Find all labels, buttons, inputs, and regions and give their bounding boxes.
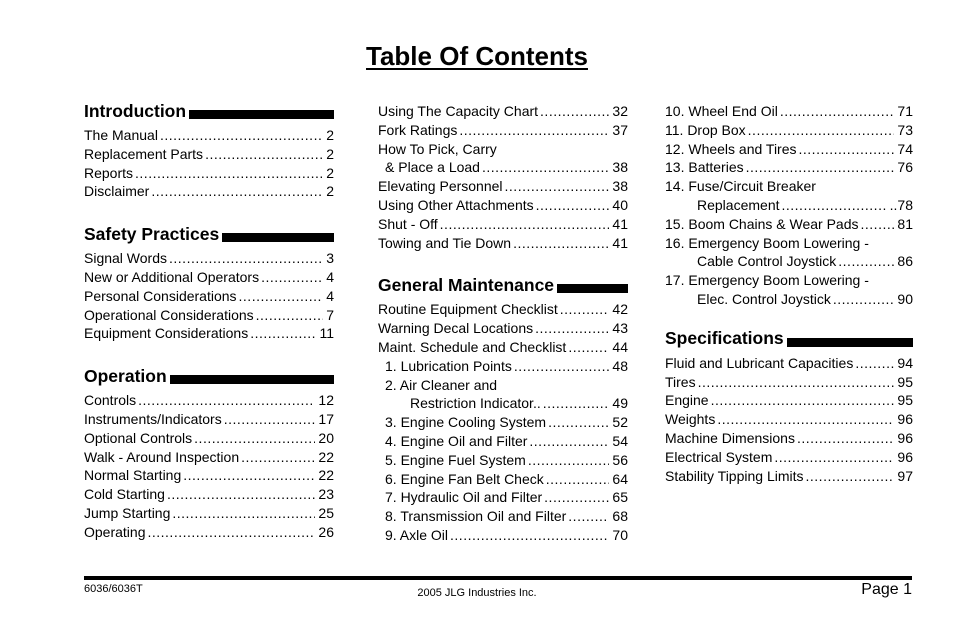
- toc-entry[interactable]: Personal Considerations ..... 4: [84, 287, 334, 306]
- toc-entry[interactable]: Maint. Schedule and Checklist ..... 44: [378, 338, 628, 357]
- section-heading: [84, 363, 334, 389]
- toc-entry[interactable]: 14. Fuse/Circuit Breaker: [665, 178, 816, 195]
- toc-list: [84, 249, 334, 343]
- heading-bar: [170, 375, 334, 384]
- toc-entry[interactable]: Signal Words ..... 3: [84, 249, 334, 268]
- section-heading: [665, 326, 913, 352]
- page-title: Table Of Contents: [366, 41, 588, 71]
- section-heading-label: General Maintenance: [378, 274, 555, 295]
- footer-page-number: Page 1: [861, 581, 912, 598]
- toc-entry[interactable]: Using Other Attachments ..... 40: [378, 196, 628, 215]
- toc-entry[interactable]: Cold Starting ..... 23: [84, 485, 334, 504]
- toc-entry[interactable]: 1. Lubrication Points ..... 48: [378, 357, 628, 376]
- toc-entry[interactable]: Restriction Indicator.. ..... 49: [378, 394, 628, 413]
- toc-entry[interactable]: 17. Emergency Boom Lowering -: [665, 272, 869, 289]
- toc-entry[interactable]: 10. Wheel End Oil ..... 71: [665, 102, 913, 121]
- section-heading-label: Introduction: [84, 100, 187, 121]
- heading-bar: [557, 284, 628, 293]
- toc-entry[interactable]: Operating ..... 26: [84, 523, 334, 542]
- toc-entry[interactable]: 2. Air Cleaner and: [385, 376, 498, 393]
- toc-entry[interactable]: 9. Axle Oil ..... 70: [378, 526, 628, 545]
- toc-entry[interactable]: 15. Boom Chains & Wear Pads ..... 81: [665, 215, 913, 234]
- toc-entry[interactable]: Towing and Tie Down ..... 41: [378, 234, 628, 253]
- toc-entry[interactable]: Stability Tipping Limits ..... 97: [665, 467, 913, 486]
- section-heading: [378, 272, 628, 298]
- section-heading: [84, 98, 334, 124]
- toc-entry[interactable]: Controls ..... 12: [84, 391, 334, 410]
- section-specifications: [665, 326, 913, 486]
- toc-list: [84, 126, 334, 201]
- toc-entry[interactable]: Jump Starting ..... 25: [84, 504, 334, 523]
- section-introduction: [84, 98, 334, 201]
- toc-entry[interactable]: Electrical System ..... 96: [665, 448, 913, 467]
- footer-copyright: 2005 JLG Industries Inc.: [417, 587, 537, 599]
- toc-entry[interactable]: 6. Engine Fan Belt Check ..... 64: [378, 470, 628, 489]
- toc-entry[interactable]: Instruments/Indicators ..... 17: [84, 410, 334, 429]
- toc-entry[interactable]: Cable Control Joystick ..... 86: [665, 252, 913, 271]
- toc-entry[interactable]: The Manual ..... 2: [84, 126, 334, 145]
- section-operation: [84, 363, 334, 541]
- toc-entry[interactable]: Elevating Personnel ..... 38: [378, 177, 628, 196]
- toc-entry[interactable]: Tires ..... 95: [665, 373, 913, 392]
- toc-list: [84, 391, 334, 541]
- toc-entry[interactable]: 3. Engine Cooling System ..... 52: [378, 413, 628, 432]
- toc-entry[interactable]: Operational Considerations ..... 7: [84, 306, 334, 325]
- section-general-maintenance: [378, 272, 628, 544]
- toc-entry[interactable]: 13. Batteries ..... 76: [665, 158, 913, 177]
- toc-entry[interactable]: 16. Emergency Boom Lowering -: [665, 234, 869, 251]
- section-heading-label: Safety Practices: [84, 223, 220, 244]
- toc-entry[interactable]: 12. Wheels and Tires ..... 74: [665, 140, 913, 159]
- toc-entry[interactable]: 5. Engine Fuel System ..... 56: [378, 451, 628, 470]
- toc-list: [378, 102, 628, 252]
- toc-list: [378, 300, 628, 544]
- toc-entry[interactable]: 11. Drop Box ..... 73: [665, 121, 913, 140]
- toc-entry[interactable]: Normal Starting ..... 22: [84, 466, 334, 485]
- toc-entry[interactable]: Replacement Parts ..... 2: [84, 145, 334, 164]
- toc-entry[interactable]: How To Pick, Carry: [378, 140, 497, 157]
- toc-list: [665, 354, 913, 486]
- toc-entry[interactable]: Engine ..... 95: [665, 391, 913, 410]
- toc-entry[interactable]: Using The Capacity Chart ..... 32: [378, 102, 628, 121]
- footer-model: 6036/6036T: [84, 583, 143, 595]
- toc-entry[interactable]: Elec. Control Joystick ..... 90: [665, 290, 913, 309]
- toc-list: [665, 102, 913, 309]
- toc-entry[interactable]: 7. Hydraulic Oil and Filter ..... 65: [378, 488, 628, 507]
- section-heading: [84, 221, 334, 247]
- toc-entry[interactable]: Reports ..... 2: [84, 164, 334, 183]
- toc-entry[interactable]: Disclaimer ..... 2: [84, 182, 334, 201]
- toc-entry[interactable]: Warning Decal Locations ..... 43: [378, 319, 628, 338]
- section-heading-label: Operation: [84, 365, 167, 386]
- toc-column-3: [665, 102, 913, 485]
- toc-entry[interactable]: New or Additional Operators ..... 4: [84, 268, 334, 287]
- toc-entry[interactable]: 4. Engine Oil and Filter ..... 54: [378, 432, 628, 451]
- toc-entry[interactable]: Weights ..... 96: [665, 410, 913, 429]
- heading-bar: [787, 338, 913, 347]
- heading-bar: [189, 110, 334, 119]
- section-heading-label: Specifications: [665, 328, 784, 349]
- toc-entry[interactable]: Routine Equipment Checklist ..... 42: [378, 300, 628, 319]
- toc-entry[interactable]: Equipment Considerations ..... 11: [84, 324, 334, 343]
- toc-entry[interactable]: Walk - Around Inspection ..... 22: [84, 448, 334, 467]
- toc-entry[interactable]: Shut - Off ..... 41: [378, 215, 628, 234]
- toc-entry[interactable]: 8. Transmission Oil and Filter ..... 68: [378, 507, 628, 526]
- toc-entry[interactable]: Replacement ..... ..78: [665, 196, 913, 215]
- toc-entry[interactable]: Machine Dimensions ..... 96: [665, 429, 913, 448]
- toc-entry[interactable]: Fork Ratings ..... 37: [378, 121, 628, 140]
- toc-entry[interactable]: & Place a Load ..... 38: [378, 158, 628, 177]
- section-safety-practices: [84, 221, 334, 343]
- footer-rule: [84, 576, 912, 580]
- toc-column-2: [378, 102, 628, 545]
- toc-entry[interactable]: Fluid and Lubricant Capacities ..... 94: [665, 354, 913, 373]
- heading-bar: [222, 233, 334, 242]
- toc-entry[interactable]: Optional Controls ..... 20: [84, 429, 334, 448]
- toc-column-1: [84, 98, 334, 542]
